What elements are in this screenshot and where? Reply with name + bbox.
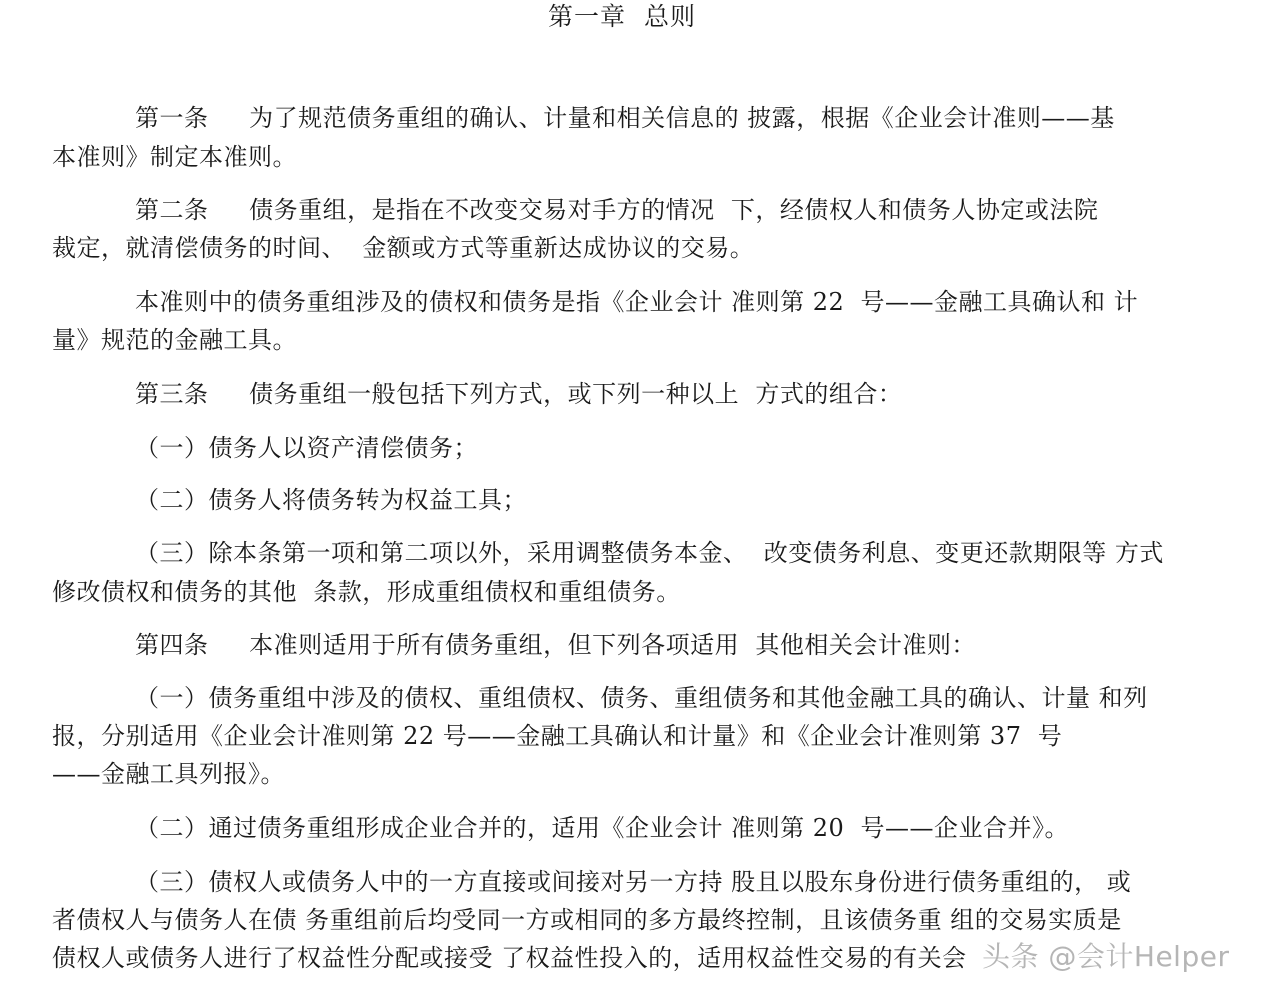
article-3-item-1: （一）债务人以资产清偿债务； [135, 434, 478, 462]
article-4-item-1-line-2: 报，分别适用《企业会计准则第 22 号——金融工具确认和计量》和《企业会计准则第 37 号 [52, 722, 1063, 750]
article-1-line-1: 第一条 为了规范债务重组的确认、计量和相关信息的 披露，根据《企业会计准则——基 [135, 104, 1115, 132]
article-4-item-1-line-3: ——金融工具列报》。 [52, 760, 285, 788]
article-4-item-1-line-1: （一）债务重组中涉及的债权、重组债权、债务、重组债务和其他金融工具的确认、计量 和列 [135, 684, 1148, 712]
article-2-line-1: 第二条 债务重组，是指在不改变交易对手方的情况 下，经债权人和债务人协定或法院 [135, 196, 1099, 224]
article-3-item-2: （二）债务人将债务转为权益工具； [135, 486, 527, 514]
article-2-line-2: 裁定，就清偿债务的时间、 金额或方式等重新达成协议的交易。 [52, 234, 755, 262]
article-2-para-2-line-1: 本准则中的债务重组涉及的债权和债务是指《企业会计 准则第 22 号——金融工具确认和 计 [135, 288, 1139, 316]
chapter-title: 第一章 总则 [548, 2, 696, 31]
article-3-item-3-line-1: （三）除本条第一项和第二项以外，采用调整债务本金、 改变债务利息、变更还款期限等 方式 [135, 539, 1164, 567]
article-1-line-2: 本准则》制定本准则。 [52, 143, 297, 171]
article-3-item-3-line-2: 修改债权和债务的其他 条款，形成重组债权和重组债务。 [52, 578, 681, 606]
article-3-line-1: 第三条 债务重组一般包括下列方式，或下列一种以上 方式的组合： [135, 380, 903, 408]
article-4-line-1: 第四条 本准则适用于所有债务重组，但下列各项适用 其他相关会计准则： [135, 631, 976, 659]
article-4-item-3-line-2: 者债权人与债务人在债 务重组前后均受同一方或相同的多方最终控制，且该债务重 组的交易实质是 [52, 906, 1122, 934]
article-4-item-3-line-3: 债权人或债务人进行了权益性分配或接受 了权益性投入的，适用权益性交易的有关会 [52, 944, 967, 972]
article-2-para-2-line-2: 量》规范的金融工具。 [52, 326, 297, 354]
article-4-item-3-line-1: （三）债权人或债务人中的一方直接或间接对另一方持 股且以股东身份进行债务重组的， 或 [135, 868, 1132, 896]
watermark-text: 头条 @会计Helper [982, 940, 1230, 973]
article-4-item-2: （二）通过债务重组形成企业合并的，适用《企业会计 准则第 20 号——企业合并》。 [135, 814, 1070, 842]
